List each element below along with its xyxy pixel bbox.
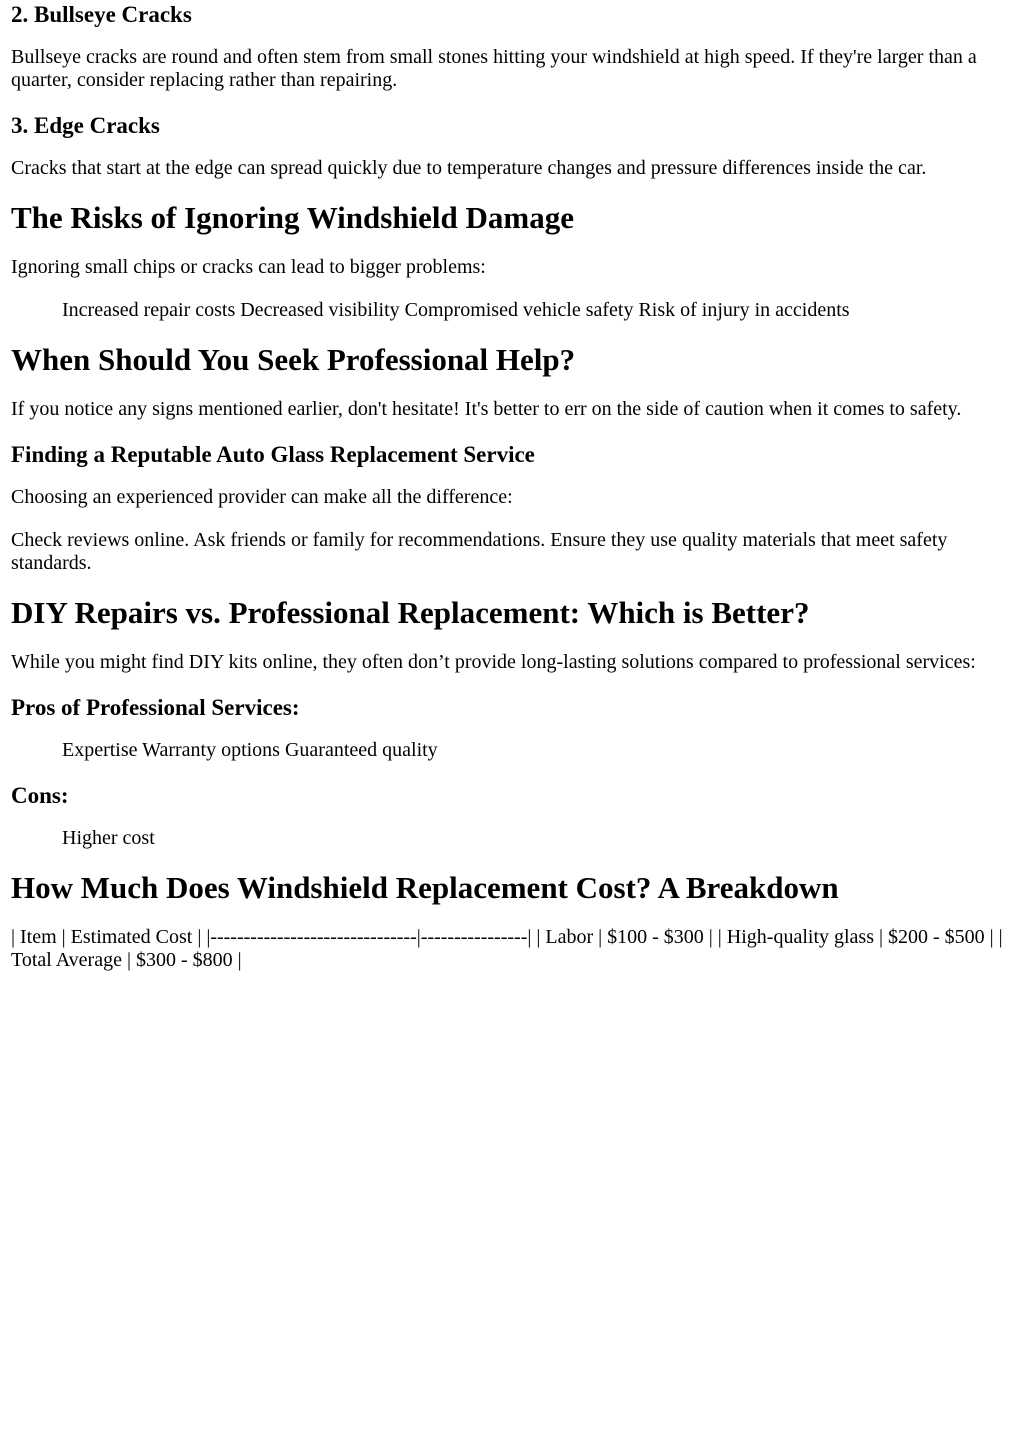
finding-service-intro: Choosing an experienced provider can make all the difference: (11, 486, 513, 508)
risks-intro: Ignoring small chips or cracks can lead to bigger problems: (11, 256, 486, 278)
finding-service-heading: Finding a Reputable Auto Glass Replacement Service (11, 442, 535, 467)
diy-text: While you might find DIY kits online, they often don’t provide long-lasting solutions compared to professional services: (11, 651, 976, 673)
edge-cracks-text: Cracks that start at the edge can spread quickly due to temperature changes and pressure differences inside the car. (11, 157, 927, 179)
finding-service-text: Check reviews online. Ask friends or family for recommendations. Ensure they use quality materials that meet safety standards. (11, 529, 948, 574)
bullseye-cracks-text: Bullseye cracks are round and often stem from small stones hitting your windshield at high speed. If they're larger than a quarter, consider replacing rather than repairing. (11, 46, 977, 91)
pros-list: Expertise Warranty options Guaranteed quality (62, 739, 438, 761)
risks-list: Increased repair costs Decreased visibility Compromised vehicle safety Risk of injury in accidents (62, 299, 850, 321)
risks-heading: The Risks of Ignoring Windshield Damage (11, 200, 575, 235)
cons-heading: Cons: (11, 783, 69, 808)
article-body (0, 1, 1024, 972)
professional-help-heading: When Should You Seek Professional Help? (11, 342, 576, 377)
edge-cracks-heading: 3. Edge Cracks (11, 113, 160, 138)
diy-heading: DIY Repairs vs. Professional Replacement: Which is Better? (11, 595, 810, 630)
cons-list: Higher cost (62, 827, 155, 849)
cost-table-text: | Item | Estimated Cost | |-------------------------------|----------------| | Labor | $100 - $300 | | High-quality glass | $200 - $500 | | Total Average | $300 - $800 | (11, 926, 1003, 971)
cost-heading: How Much Does Windshield Replacement Cost? A Breakdown (11, 870, 839, 905)
bullseye-cracks-heading: 2. Bullseye Cracks (11, 2, 192, 27)
pros-heading: Pros of Professional Services: (11, 695, 300, 720)
professional-help-text: If you notice any signs mentioned earlier, don't hesitate! It's better to err on the side of caution when it comes to safety. (11, 398, 962, 420)
